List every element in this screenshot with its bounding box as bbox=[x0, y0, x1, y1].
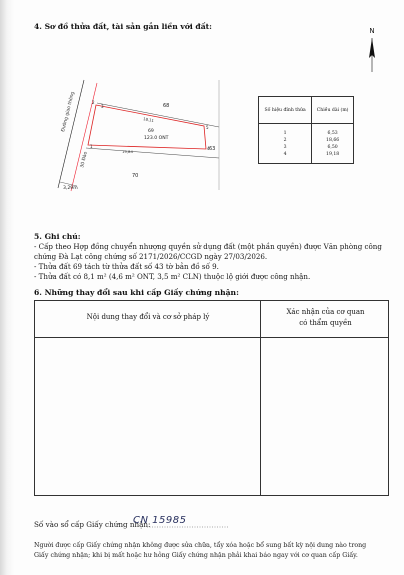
changes-authority-header-line1: Xác nhận của cơ quan bbox=[286, 308, 365, 316]
edge-bottom-length: 19,84 bbox=[122, 149, 133, 154]
parcel-neighbour-right: 63 bbox=[209, 146, 216, 152]
section-6-title: 6. Những thay đổi sau khi cấp Giấy chứng nhận: bbox=[34, 288, 239, 297]
table-point: 2 bbox=[283, 137, 287, 143]
changes-authority-header-line2: có thẩm quyền bbox=[299, 319, 352, 327]
table-length-column bbox=[312, 124, 354, 164]
vertex-label-3: 3 bbox=[101, 104, 104, 109]
changes-table bbox=[34, 300, 389, 496]
table-point: 3 bbox=[283, 144, 287, 150]
parcel-number: 69 bbox=[148, 129, 154, 134]
changes-authority-column bbox=[261, 301, 390, 495]
certificate-register-number: CN 15985 bbox=[133, 515, 187, 526]
parcel-area-type: 123.0 ONT bbox=[144, 136, 169, 141]
note-line: - Cấp theo Hợp đồng chuyển nhượng quyền sử dụng đất (một phần quyền) được Văn phòng công bbox=[34, 242, 382, 251]
certificate-register-label: Số vào sổ cấp Giấy chứng nhận: bbox=[34, 520, 151, 529]
vertex-label-2: 2 bbox=[92, 100, 95, 105]
compass-label: N bbox=[369, 27, 375, 35]
table-point: 4 bbox=[283, 151, 287, 157]
table-header-length: Chiều dài (m) bbox=[312, 97, 354, 124]
changes-content-header: Nội dung thay đổi và cơ sở pháp lý bbox=[86, 313, 210, 321]
footer-warning-line: Giấy chứng nhận; khi bị mất hoặc hư hỏng Giấy chứng nhận phải khai báo ngay với cơ quan cấp Giấy. bbox=[34, 552, 358, 559]
note-line: - Thửa đất có 8,1 m² (4,6 m² ONT, 3,5 m² CLN) thuộc lộ giới được công nhận. bbox=[34, 272, 311, 281]
table-length: 18,66 bbox=[326, 137, 340, 143]
page-edge-shadow bbox=[0, 0, 14, 575]
table-length: 19,18 bbox=[326, 151, 340, 157]
vertex-label-1: 1 bbox=[90, 144, 93, 149]
table-point-column bbox=[259, 124, 312, 164]
note-line: - Thửa đất 69 tách từ thửa đất số 43 tờ bản đồ số 9. bbox=[34, 262, 219, 271]
parcel-neighbour-bottom: 70 bbox=[132, 173, 139, 179]
parcel-neighbour-top: 68 bbox=[163, 103, 170, 109]
vertex-label-4: 4 bbox=[207, 146, 210, 151]
footer-warning-line: Người được cấp Giấy chứng nhận không được sửa chữa, tẩy xóa hoặc bổ sung bất kỳ nội dung nào trong bbox=[34, 542, 367, 549]
table-length: 6,53 bbox=[327, 130, 338, 136]
section-5-title: 5. Ghi chú: bbox=[34, 232, 81, 241]
north-arrow-icon bbox=[360, 24, 384, 76]
road-width: 3,29m bbox=[63, 186, 78, 191]
table-header-point: Số hiệu đỉnh thửa bbox=[259, 97, 312, 124]
table-length: 6,50 bbox=[327, 144, 338, 150]
edge-top-length: 18,11 bbox=[142, 116, 155, 124]
note-line: chứng Đà Lạt công chứng số 2171/2026/CCGD ngày 27/03/2026. bbox=[34, 252, 268, 261]
vertex-length-table bbox=[258, 96, 354, 164]
changes-header-divider bbox=[35, 337, 388, 338]
section-4-title: 4. Sơ đồ thửa đất, tài sản gắn liền với đất: bbox=[34, 22, 212, 31]
street-label: 30 Đào bbox=[80, 151, 89, 169]
vertex-label-5: 5 bbox=[206, 125, 209, 130]
changes-content-column bbox=[35, 301, 261, 495]
table-point: 1 bbox=[283, 130, 287, 136]
road-label: Đường giao thông bbox=[61, 91, 76, 133]
parcel-map bbox=[44, 70, 244, 200]
